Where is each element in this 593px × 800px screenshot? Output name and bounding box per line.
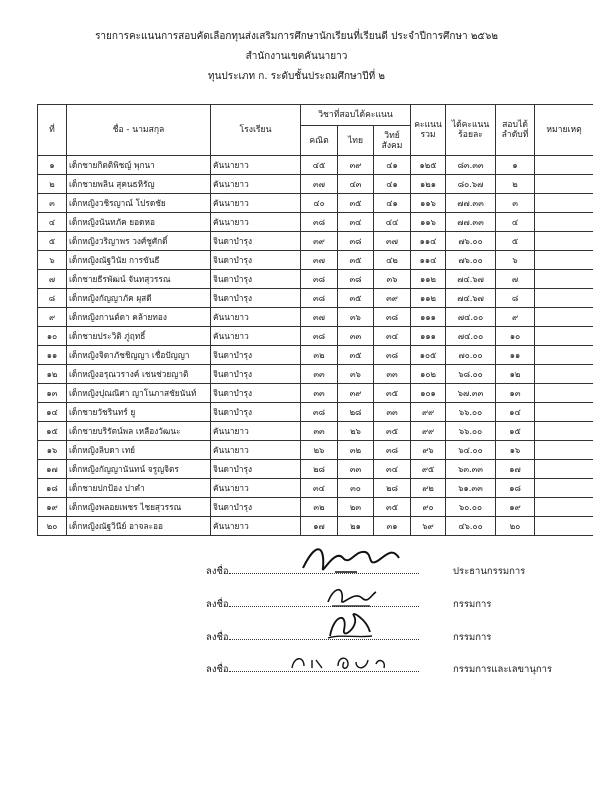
table-row bbox=[38, 213, 593, 232]
cell-thai: ๓๙ bbox=[338, 384, 374, 403]
signature-role-1: ประธานกรรมการ bbox=[453, 566, 526, 577]
cell-science: ๓๙ bbox=[374, 289, 411, 308]
cell-thai: ๓๐ bbox=[338, 479, 374, 498]
cell-total: ๑๐๒ bbox=[411, 365, 446, 384]
cell-science: ๓๑ bbox=[374, 517, 411, 536]
table-row bbox=[38, 365, 593, 384]
cell-rank: ๘ bbox=[496, 289, 535, 308]
cell-percent: ๖๓.๓๓ bbox=[446, 460, 496, 479]
cell-percent: ๘๐.๖๗ bbox=[446, 175, 496, 194]
cell-thai: ๓๙ bbox=[338, 156, 374, 175]
cell-math: ๓๒ bbox=[301, 346, 338, 365]
cell-school: จินดาบำรุง bbox=[211, 289, 301, 308]
cell-thai: ๓๖ bbox=[338, 365, 374, 384]
cell-thai: ๒๘ bbox=[338, 403, 374, 422]
cell-remark bbox=[535, 384, 593, 403]
cell-percent: ๗๐.๐๐ bbox=[446, 346, 496, 365]
cell-thai: ๓๕ bbox=[338, 194, 374, 213]
cell-school: จินดาบำรุง bbox=[211, 460, 301, 479]
cell-science: ๓๓ bbox=[374, 403, 411, 422]
cell-thai: ๒๑ bbox=[338, 517, 374, 536]
cell-rank: ๑๖ bbox=[496, 441, 535, 460]
cell-percent: ๘๓.๓๓ bbox=[446, 156, 496, 175]
cell-no: ๑๑ bbox=[38, 346, 67, 365]
cell-percent: ๗๗.๓๓ bbox=[446, 213, 496, 232]
cell-school: คันนายาว bbox=[211, 194, 301, 213]
cell-school: คันนายาว bbox=[211, 327, 301, 346]
header-name: ชื่อ - นามสกุล bbox=[67, 105, 211, 156]
cell-science: ๓๕ bbox=[374, 498, 411, 517]
cell-thai: ๓๒ bbox=[338, 441, 374, 460]
cell-school: จินดาบำรุง bbox=[211, 270, 301, 289]
table-row bbox=[38, 460, 593, 479]
cell-math: ๓๓ bbox=[301, 384, 338, 403]
cell-name: เด็กชายประวิติ ภู่ฤทธิ์ bbox=[67, 327, 211, 346]
cell-no: ๙ bbox=[38, 308, 67, 327]
cell-percent: ๖๔.๐๐ bbox=[446, 441, 496, 460]
scholarship-category: ทุนประเภท ก. ระดับชั้นประถมศึกษาปีที่ ๒ bbox=[208, 71, 385, 82]
cell-percent: ๗๔.๖๗ bbox=[446, 289, 496, 308]
cell-rank: ๒ bbox=[496, 175, 535, 194]
cell-remark bbox=[535, 479, 593, 498]
cell-total: ๖๙ bbox=[411, 517, 446, 536]
cell-total: ๑๒๕ bbox=[411, 156, 446, 175]
cell-rank: ๑๐ bbox=[496, 327, 535, 346]
cell-thai: ๒๖ bbox=[338, 422, 374, 441]
cell-science: ๔๒ bbox=[374, 251, 411, 270]
cell-no: ๖ bbox=[38, 251, 67, 270]
cell-rank: ๙ bbox=[496, 308, 535, 327]
cell-school: คันนายาว bbox=[211, 441, 301, 460]
cell-thai: ๓๓ bbox=[338, 460, 374, 479]
table-row bbox=[38, 517, 593, 536]
cell-total: ๙๕ bbox=[411, 460, 446, 479]
header-school: โรงเรียน bbox=[211, 105, 301, 156]
score-table-body bbox=[38, 156, 593, 536]
table-row bbox=[38, 441, 593, 460]
cell-total: ๑๑๒ bbox=[411, 270, 446, 289]
signature-label: ลงชื่อ bbox=[206, 599, 229, 610]
cell-math: ๔๕ bbox=[301, 156, 338, 175]
cell-name: เด็กหญิงอรุณวรางค์ เชนช่วยญาติ bbox=[67, 365, 211, 384]
cell-total: ๙๐ bbox=[411, 498, 446, 517]
cell-rank: ๑๑ bbox=[496, 346, 535, 365]
cell-remark bbox=[535, 498, 593, 517]
cell-school: คันนายาว bbox=[211, 479, 301, 498]
cell-no: ๒๐ bbox=[38, 517, 67, 536]
cell-math: ๒๘ bbox=[301, 460, 338, 479]
cell-thai: ๓๘ bbox=[338, 232, 374, 251]
cell-remark bbox=[535, 194, 593, 213]
cell-no: ๑๔ bbox=[38, 403, 67, 422]
cell-total: ๑๑๑ bbox=[411, 308, 446, 327]
cell-rank: ๓ bbox=[496, 194, 535, 213]
signature-scribble-2 bbox=[322, 582, 382, 610]
cell-rank: ๑๙ bbox=[496, 498, 535, 517]
cell-total: ๑๑๒ bbox=[411, 289, 446, 308]
cell-name: เด็กหญิงพลอยเพชร ไชยสุวรรณ bbox=[67, 498, 211, 517]
cell-total: ๙๖ bbox=[411, 441, 446, 460]
cell-math: ๔๐ bbox=[301, 194, 338, 213]
cell-math: ๓๓ bbox=[301, 422, 338, 441]
cell-percent: ๖๗.๓๓ bbox=[446, 384, 496, 403]
header-science: วิทย์ สังคม bbox=[374, 126, 411, 156]
cell-school: จินดาบำรุง bbox=[211, 365, 301, 384]
cell-math: ๒๖ bbox=[301, 441, 338, 460]
cell-math: ๓๗ bbox=[301, 251, 338, 270]
cell-thai: ๓๘ bbox=[338, 270, 374, 289]
cell-rank: ๑๘ bbox=[496, 479, 535, 498]
signature-scribble-4 bbox=[286, 648, 396, 674]
cell-math: ๓๘ bbox=[301, 289, 338, 308]
cell-remark bbox=[535, 422, 593, 441]
cell-school: จินดาบำรุง bbox=[211, 384, 301, 403]
cell-science: ๓๗ bbox=[374, 232, 411, 251]
signature-label: ลงชื่อ bbox=[206, 632, 229, 643]
cell-math: ๓๔ bbox=[301, 479, 338, 498]
signature-label: ลงชื่อ bbox=[206, 664, 229, 675]
table-row bbox=[38, 156, 593, 175]
cell-remark bbox=[535, 346, 593, 365]
cell-name: เด็กชายบริรัตน์พล เหลืองวัฒนะ bbox=[67, 422, 211, 441]
table-row bbox=[38, 232, 593, 251]
cell-total: ๙๙ bbox=[411, 422, 446, 441]
cell-math: ๓๗ bbox=[301, 308, 338, 327]
cell-thai: ๓๕ bbox=[338, 346, 374, 365]
cell-no: ๑๖ bbox=[38, 441, 67, 460]
signature-label: ลงชื่อ bbox=[206, 566, 229, 577]
signature-scribble-3 bbox=[320, 608, 380, 644]
signature-role-3: กรรมการ bbox=[453, 632, 492, 643]
cell-school: จินดาบำรุง bbox=[211, 251, 301, 270]
cell-no: ๑๓ bbox=[38, 384, 67, 403]
cell-science: ๔๔ bbox=[374, 213, 411, 232]
cell-total: ๑๑๖ bbox=[411, 194, 446, 213]
cell-total: ๑๑๔ bbox=[411, 251, 446, 270]
header-thai: ไทย bbox=[338, 126, 374, 156]
cell-remark bbox=[535, 308, 593, 327]
cell-no: ๑๕ bbox=[38, 422, 67, 441]
cell-remark bbox=[535, 156, 593, 175]
table-row bbox=[38, 479, 593, 498]
header-math: คณิต bbox=[301, 126, 338, 156]
cell-name: เด็กชายธีรพัฒน์ จันทสุวรรณ bbox=[67, 270, 211, 289]
table-row bbox=[38, 422, 593, 441]
signature-role-2: กรรมการ bbox=[453, 599, 492, 610]
cell-name: เด็กหญิงณัฐวินัย การขันธี bbox=[67, 251, 211, 270]
cell-no: ๔ bbox=[38, 213, 67, 232]
cell-remark bbox=[535, 251, 593, 270]
cell-math: ๓๘ bbox=[301, 213, 338, 232]
cell-remark bbox=[535, 517, 593, 536]
cell-name: เด็กหญิงกัญญาภัค ผุสดี bbox=[67, 289, 211, 308]
cell-no: ๑๗ bbox=[38, 460, 67, 479]
cell-thai: ๓๖ bbox=[338, 308, 374, 327]
header-rank: สอบได้ ลำดับที่ bbox=[496, 105, 535, 156]
cell-percent: ๖๐.๐๐ bbox=[446, 498, 496, 517]
cell-math: ๓๓ bbox=[301, 365, 338, 384]
cell-remark bbox=[535, 460, 593, 479]
cell-math: ๑๗ bbox=[301, 517, 338, 536]
cell-no: ๓ bbox=[38, 194, 67, 213]
cell-name: เด็กหญิงลิบดา เทย์ bbox=[67, 441, 211, 460]
cell-name: เด็กชายกิตติพิชญ์ พุกนา bbox=[67, 156, 211, 175]
cell-school: คันนายาว bbox=[211, 308, 301, 327]
score-table bbox=[37, 104, 593, 536]
cell-science: ๔๑ bbox=[374, 156, 411, 175]
cell-science: ๓๘ bbox=[374, 441, 411, 460]
cell-name: เด็กหญิงณัฐวินีย์ อาจละออ bbox=[67, 517, 211, 536]
cell-percent: ๖๑.๓๓ bbox=[446, 479, 496, 498]
cell-name: เด็กหญิงวชิรญาณ์ โปรดชัย bbox=[67, 194, 211, 213]
header-no: ที่ bbox=[38, 105, 67, 156]
cell-school: คันนายาว bbox=[211, 156, 301, 175]
cell-name: เด็กชายวัชรินทร์ ยู bbox=[67, 403, 211, 422]
cell-percent: ๗๔.๐๐ bbox=[446, 327, 496, 346]
cell-school: คันนายาว bbox=[211, 175, 301, 194]
cell-no: ๗ bbox=[38, 270, 67, 289]
table-row bbox=[38, 346, 593, 365]
cell-remark bbox=[535, 270, 593, 289]
header-remark: หมายเหตุ bbox=[535, 105, 593, 156]
cell-name: เด็กหญิงกัญญานันทน์ จรูญจิตร bbox=[67, 460, 211, 479]
cell-math: ๓๗ bbox=[301, 175, 338, 194]
cell-science: ๔๑ bbox=[374, 194, 411, 213]
cell-rank: ๔ bbox=[496, 213, 535, 232]
cell-name: เด็กหญิงกานต์ดา คล้ายทอง bbox=[67, 308, 211, 327]
cell-science: ๓๖ bbox=[374, 270, 411, 289]
cell-no: ๑ bbox=[38, 156, 67, 175]
cell-thai: ๓๕ bbox=[338, 251, 374, 270]
cell-remark bbox=[535, 365, 593, 384]
cell-thai: ๓๔ bbox=[338, 213, 374, 232]
cell-science: ๓๔ bbox=[374, 327, 411, 346]
cell-name: เด็กหญิงวริญาพร วงศ์ชูศักดิ์ bbox=[67, 232, 211, 251]
table-row bbox=[38, 289, 593, 308]
cell-total: ๙๙ bbox=[411, 403, 446, 422]
table-row bbox=[38, 327, 593, 346]
cell-science: ๔๑ bbox=[374, 175, 411, 194]
cell-no: ๑๙ bbox=[38, 498, 67, 517]
cell-no: ๒ bbox=[38, 175, 67, 194]
header-percent: ได้คะแนน ร้อยละ bbox=[446, 105, 496, 156]
cell-math: ๓๙ bbox=[301, 232, 338, 251]
cell-school: จินดาบำรุง bbox=[211, 403, 301, 422]
cell-rank: ๑๕ bbox=[496, 422, 535, 441]
signature-scribble-1 bbox=[295, 538, 415, 578]
cell-thai: ๔๓ bbox=[338, 175, 374, 194]
cell-remark bbox=[535, 441, 593, 460]
cell-rank: ๑๔ bbox=[496, 403, 535, 422]
cell-remark bbox=[535, 403, 593, 422]
header-total: คะแนน รวม bbox=[411, 105, 446, 156]
cell-no: ๑๐ bbox=[38, 327, 67, 346]
cell-percent: ๖๖.๐๐ bbox=[446, 422, 496, 441]
cell-science: ๒๘ bbox=[374, 479, 411, 498]
cell-rank: ๑๓ bbox=[496, 384, 535, 403]
cell-science: ๓๔ bbox=[374, 460, 411, 479]
table-row bbox=[38, 498, 593, 517]
cell-remark bbox=[535, 213, 593, 232]
cell-percent: ๗๔.๖๗ bbox=[446, 270, 496, 289]
signature-line-3 bbox=[206, 630, 419, 645]
cell-math: ๓๘ bbox=[301, 327, 338, 346]
cell-math: ๓๘ bbox=[301, 403, 338, 422]
cell-math: ๓๘ bbox=[301, 270, 338, 289]
cell-science: ๓๘ bbox=[374, 346, 411, 365]
table-row bbox=[38, 251, 593, 270]
cell-remark bbox=[535, 232, 593, 251]
cell-science: ๓๕ bbox=[374, 422, 411, 441]
cell-name: เด็กชายปกป้อง ปาคำ bbox=[67, 479, 211, 498]
cell-thai: ๓๓ bbox=[338, 327, 374, 346]
cell-name: เด็กหญิงจิดาภัชชิญญา เชื่อปัญญา bbox=[67, 346, 211, 365]
cell-percent: ๗๔.๐๐ bbox=[446, 308, 496, 327]
cell-science: ๓๘ bbox=[374, 308, 411, 327]
cell-no: ๘ bbox=[38, 289, 67, 308]
cell-rank: ๑ bbox=[496, 156, 535, 175]
cell-rank: ๗ bbox=[496, 270, 535, 289]
cell-rank: ๖ bbox=[496, 251, 535, 270]
cell-total: ๑๑๑ bbox=[411, 327, 446, 346]
cell-no: ๑๘ bbox=[38, 479, 67, 498]
table-row bbox=[38, 403, 593, 422]
signature-line-2 bbox=[206, 597, 419, 612]
cell-no: ๑๒ bbox=[38, 365, 67, 384]
cell-percent: ๗๖.๐๐ bbox=[446, 251, 496, 270]
cell-rank: ๕ bbox=[496, 232, 535, 251]
cell-total: ๑๐๕ bbox=[411, 346, 446, 365]
header-subjects-group: วิชาที่สอบได้คะแนน bbox=[301, 105, 411, 126]
cell-name: เด็กชายพลิน สุคนธหิรัญ bbox=[67, 175, 211, 194]
cell-percent: ๖๘.๐๐ bbox=[446, 365, 496, 384]
cell-percent: ๗๖.๐๐ bbox=[446, 232, 496, 251]
table-row bbox=[38, 270, 593, 289]
cell-rank: ๑๗ bbox=[496, 460, 535, 479]
table-row bbox=[38, 384, 593, 403]
cell-remark bbox=[535, 289, 593, 308]
table-row bbox=[38, 194, 593, 213]
cell-name: เด็กหญิงนันทภัค ยอดหอ bbox=[67, 213, 211, 232]
table-row bbox=[38, 308, 593, 327]
cell-math: ๓๒ bbox=[301, 498, 338, 517]
cell-total: ๑๒๑ bbox=[411, 175, 446, 194]
cell-remark bbox=[535, 327, 593, 346]
cell-rank: ๒๐ bbox=[496, 517, 535, 536]
cell-school: คันนายาว bbox=[211, 517, 301, 536]
cell-school: จินดาบำรุง bbox=[211, 498, 301, 517]
table-row bbox=[38, 175, 593, 194]
cell-no: ๕ bbox=[38, 232, 67, 251]
cell-name: เด็กหญิงปุณณิศา ญาโนภาสชัยนันท์ bbox=[67, 384, 211, 403]
cell-total: ๑๑๔ bbox=[411, 232, 446, 251]
cell-thai: ๓๕ bbox=[338, 289, 374, 308]
cell-percent: ๗๗.๓๓ bbox=[446, 194, 496, 213]
cell-total: ๑๑๖ bbox=[411, 213, 446, 232]
cell-school: คันนายาว bbox=[211, 213, 301, 232]
cell-school: จินดาบำรุง bbox=[211, 232, 301, 251]
cell-science: ๓๕ bbox=[374, 384, 411, 403]
cell-school: คันนายาว bbox=[211, 422, 301, 441]
cell-percent: ๔๖.๐๐ bbox=[446, 517, 496, 536]
cell-science: ๓๓ bbox=[374, 365, 411, 384]
cell-remark bbox=[535, 175, 593, 194]
cell-total: ๑๐๑ bbox=[411, 384, 446, 403]
cell-thai: ๒๓ bbox=[338, 498, 374, 517]
office-name: สำนักงานเขตคันนายาว bbox=[245, 51, 348, 62]
cell-total: ๙๒ bbox=[411, 479, 446, 498]
signature-role-4: กรรมการและเลขานุการ bbox=[453, 664, 553, 675]
document-title: รายการคะแนนการสอบคัดเลือกทุนส่งเสริมการศึกษานักเรียนที่เรียนดี ประจำปีการศึกษา ๒๕๖๒ bbox=[95, 31, 498, 42]
cell-rank: ๑๒ bbox=[496, 365, 535, 384]
cell-percent: ๖๖.๐๐ bbox=[446, 403, 496, 422]
cell-school: จินดาบำรุง bbox=[211, 346, 301, 365]
